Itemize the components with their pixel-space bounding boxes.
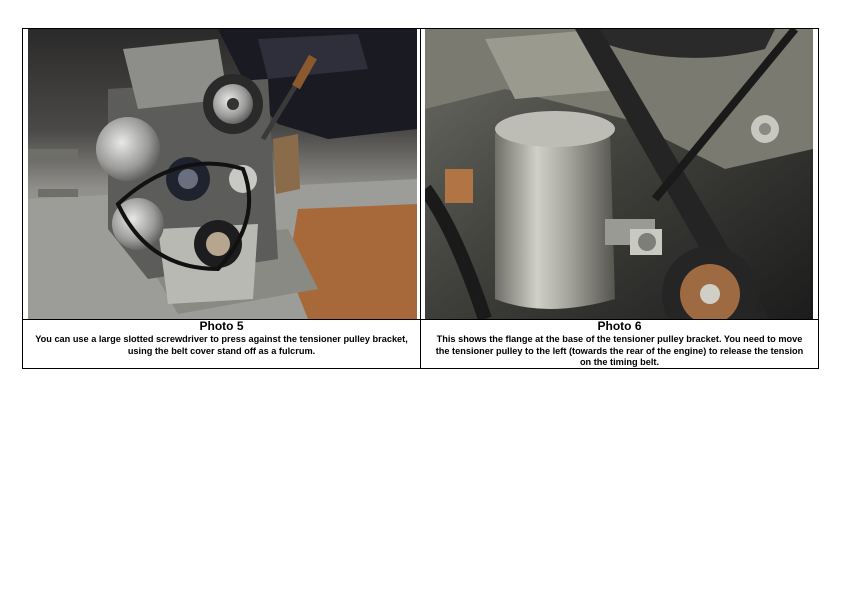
photo-5-description: You can use a large slotted screwdriver to press against the tensioner pulley bracket, using the belt cover stand off as a fulcrum. [35, 334, 408, 356]
photo-cell-5 [23, 29, 421, 368]
photo-6-caption [421, 320, 818, 369]
photo-6-description: This shows the flange at the base of the tensioner pulley bracket. You need to move the tensioner pulley to the left (towards the rear of the engine) to release the tension on the timing belt. [435, 334, 804, 367]
engine-photo-illustration [28, 29, 417, 319]
tensioner-photo-illustration [425, 29, 813, 319]
photo-table [22, 28, 819, 369]
photo-5-title: Photo 5 [199, 319, 244, 333]
photo-5-engine-screwdriver [28, 29, 417, 320]
photo-5-caption [23, 320, 420, 357]
photo-cell-6 [421, 29, 818, 368]
photo-6-title: Photo 6 [597, 319, 642, 333]
photo-6-tensioner-flange [425, 29, 813, 320]
